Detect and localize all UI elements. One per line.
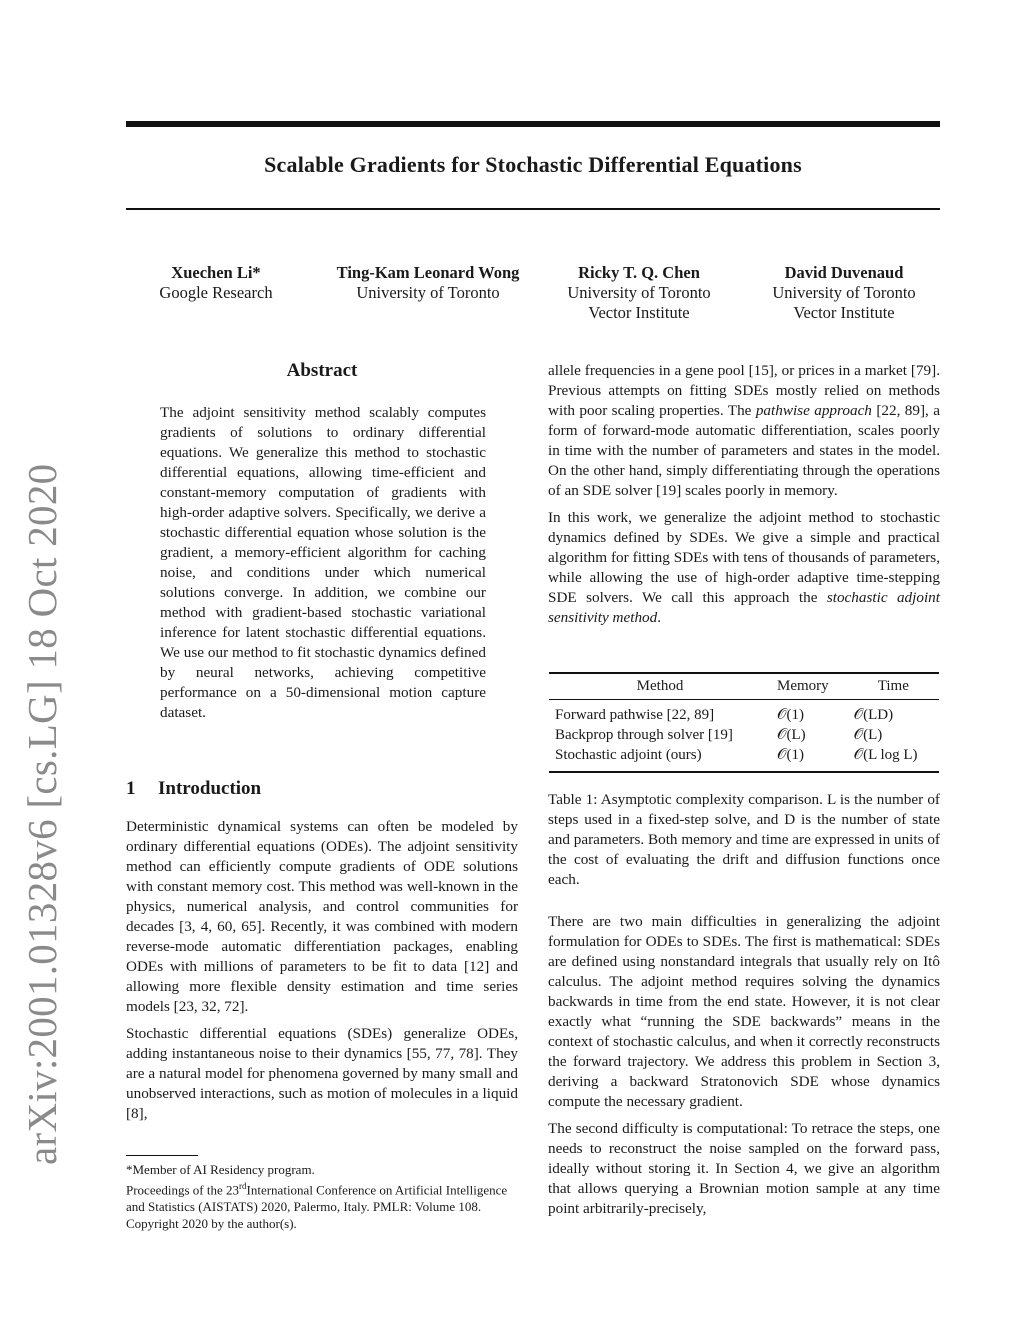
paragraph: The second difficulty is computational: To retrace the steps, one needs to reconstruct the noise sampled on the forward pass, ideally without storing it. In Section 4, we give an algorithm that allows querying a Brownian motion sample at any time point arbitrarily-precisely, <box>548 1120 940 1217</box>
title-bottom-rule <box>126 208 940 210</box>
caption-text: Table 1: Asymptotic complexity comparison. L is the number of steps used in a fixed-step solve, and D is the number of state and parameters. Both memory and time are expressed in units of the cost of evaluating the drift and diffusion functions once each. <box>548 791 940 888</box>
author-block <box>312 263 544 303</box>
paragraph: allele frequencies in a gene pool [15], or prices in a market [79]. Previous attempts on fitting SDEs mostly relied on methods with poor scaling properties. The pathwise approach [22, 89], a form of forward-mode automatic differentiation, scales poorly in time with the number of parameters and states in the model. On the other hand, simply differentiating through the operations of an SDE solver [19] scales poorly in memory. <box>548 362 940 499</box>
table-cell: 𝒪(L) <box>853 727 883 743</box>
footnote: *Member of AI Residency program. <box>126 1162 315 1177</box>
section-number: 1 <box>126 778 136 799</box>
paragraph: Stochastic differential equations (SDEs) generalize ODEs, adding instantaneous noise to their dynamics [55, 77, 78]. They are a natural model for phenomena governed by many small and unobserved interactions, such as motion of molecules in a liquid [8], <box>126 1025 518 1122</box>
author-block <box>554 263 724 323</box>
complexity-table <box>549 672 939 773</box>
abstract-paragraph: The adjoint sensitivity method scalably computes gradients of solutions to ordinary differential equations. We generalize this method to stochastic differential equations, allowing time-efficient and constant-memory computation of gradients with high-order adaptive solvers. Specifically, we derive a stochastic differential equation whose solution is the gradient, a memory-efficient algorithm for caching noise, and conditions under which numerical solutions converge. In addition, we combine our method with gradient-based stochastic variational inference for latent stochastic differential equations. We use our method to fit stochastic dynamics defined by neural networks, achieving competitive performance on a 50-dimensional motion capture dataset. <box>160 404 486 721</box>
author-name: Ting-Kam Leonard Wong <box>336 263 520 282</box>
author-name: David Duvenaud <box>784 263 904 282</box>
table-header-row <box>549 673 939 700</box>
author-affiliation: University of Toronto <box>567 283 711 302</box>
table-cell: 𝒪(L log L) <box>848 745 939 772</box>
table-cell: 𝒪(LD) <box>853 707 894 723</box>
title-top-rule <box>126 121 940 127</box>
paragraph: Deterministic dynamical systems can often be modeled by ordinary differential equations (ODEs). The adjoint sensitivity method can efficiently compute gradients of ODE solutions with constant memory cost. This method was well-known in the physics, numerical analysis, and control communities for decades [3, 4, 60, 65]. Recently, it was combined with modern reverse-mode automatic differentiation packages, enabling ODEs with millions of parameters to be fit to data [12] and allowing more flexible density estimation and time series models [23, 32, 72]. <box>126 818 518 1015</box>
table-cell: Stochastic adjoint (ours) <box>549 745 771 772</box>
abstract-text <box>160 403 486 730</box>
table-header-cell: Memory <box>771 673 848 700</box>
author-affiliation: Vector Institute <box>588 303 690 322</box>
footnote: Proceedings of the 23rdInternational Conference on Artificial Intelligence and Statistics (AISTATS) 2020, Palermo, Italy. PMLR: Volume 108. Copyright 2020 by the author(s). <box>126 1181 508 1232</box>
table-header-cell: Method <box>549 673 771 700</box>
left-column-body <box>126 817 518 1131</box>
author-block <box>760 263 928 323</box>
author-affiliation: Vector Institute <box>793 303 895 322</box>
author-affiliation: University of Toronto <box>772 283 916 302</box>
paragraph: There are two main difficulties in generalizing the adjoint formulation for ODEs to SDEs. The first is mathematical: SDEs are defined using nonstandard integrals that usually rely on Itô calculus. The adjoint method requires solving the dynamics backwards in time from the end state. However, it is not clear exactly what “running the SDE backwards” means in the context of stochastic calculus, and when it correctly reconstructs the forward trajectory. We address this problem in Section 3, deriving a backward Stratonovich SDE whose dynamics compute the necessary gradient. <box>548 913 940 1110</box>
footnote-rule <box>126 1155 198 1156</box>
author-affiliation: Google Research <box>159 283 273 302</box>
table-row <box>549 745 939 772</box>
author-affiliation: University of Toronto <box>356 283 500 302</box>
table-row <box>549 700 939 726</box>
table-header-cell: Time <box>848 673 939 700</box>
table-cell: Forward pathwise [22, 89] <box>555 707 715 723</box>
arxiv-stamp: arXiv:2001.01328v6 [cs.LG] 18 Oct 2020 <box>19 463 65 1165</box>
table-caption <box>548 790 940 897</box>
author-name: Ricky T. Q. Chen <box>578 263 700 282</box>
table-cell: 𝒪(1) <box>777 707 804 723</box>
author-name: Xuechen Li* <box>171 263 261 282</box>
paper-title: Scalable Gradients for Stochastic Differential Equations <box>264 152 802 177</box>
author-block <box>136 263 296 303</box>
table-cell: Backprop through solver [19] <box>555 727 733 743</box>
paragraph: In this work, we generalize the adjoint method to stochastic dynamics defined by SDEs. We give a simple and practical algorithm for fitting SDEs with tens of thousands of parameters, while allowing the use of high-order adaptive time-stepping SDE solvers. We call this approach the stochastic adjoint sensitivity method. <box>548 509 940 626</box>
footnotes <box>126 1161 526 1232</box>
table-cell: 𝒪(L) <box>777 727 806 743</box>
table-cell: 𝒪(1) <box>771 745 848 772</box>
right-column-body <box>548 361 940 635</box>
abstract-heading: Abstract <box>286 360 358 381</box>
section-title: Introduction <box>158 778 262 799</box>
table-row <box>549 725 939 745</box>
right-column-body-lower <box>548 912 940 1226</box>
section-heading <box>126 778 261 800</box>
